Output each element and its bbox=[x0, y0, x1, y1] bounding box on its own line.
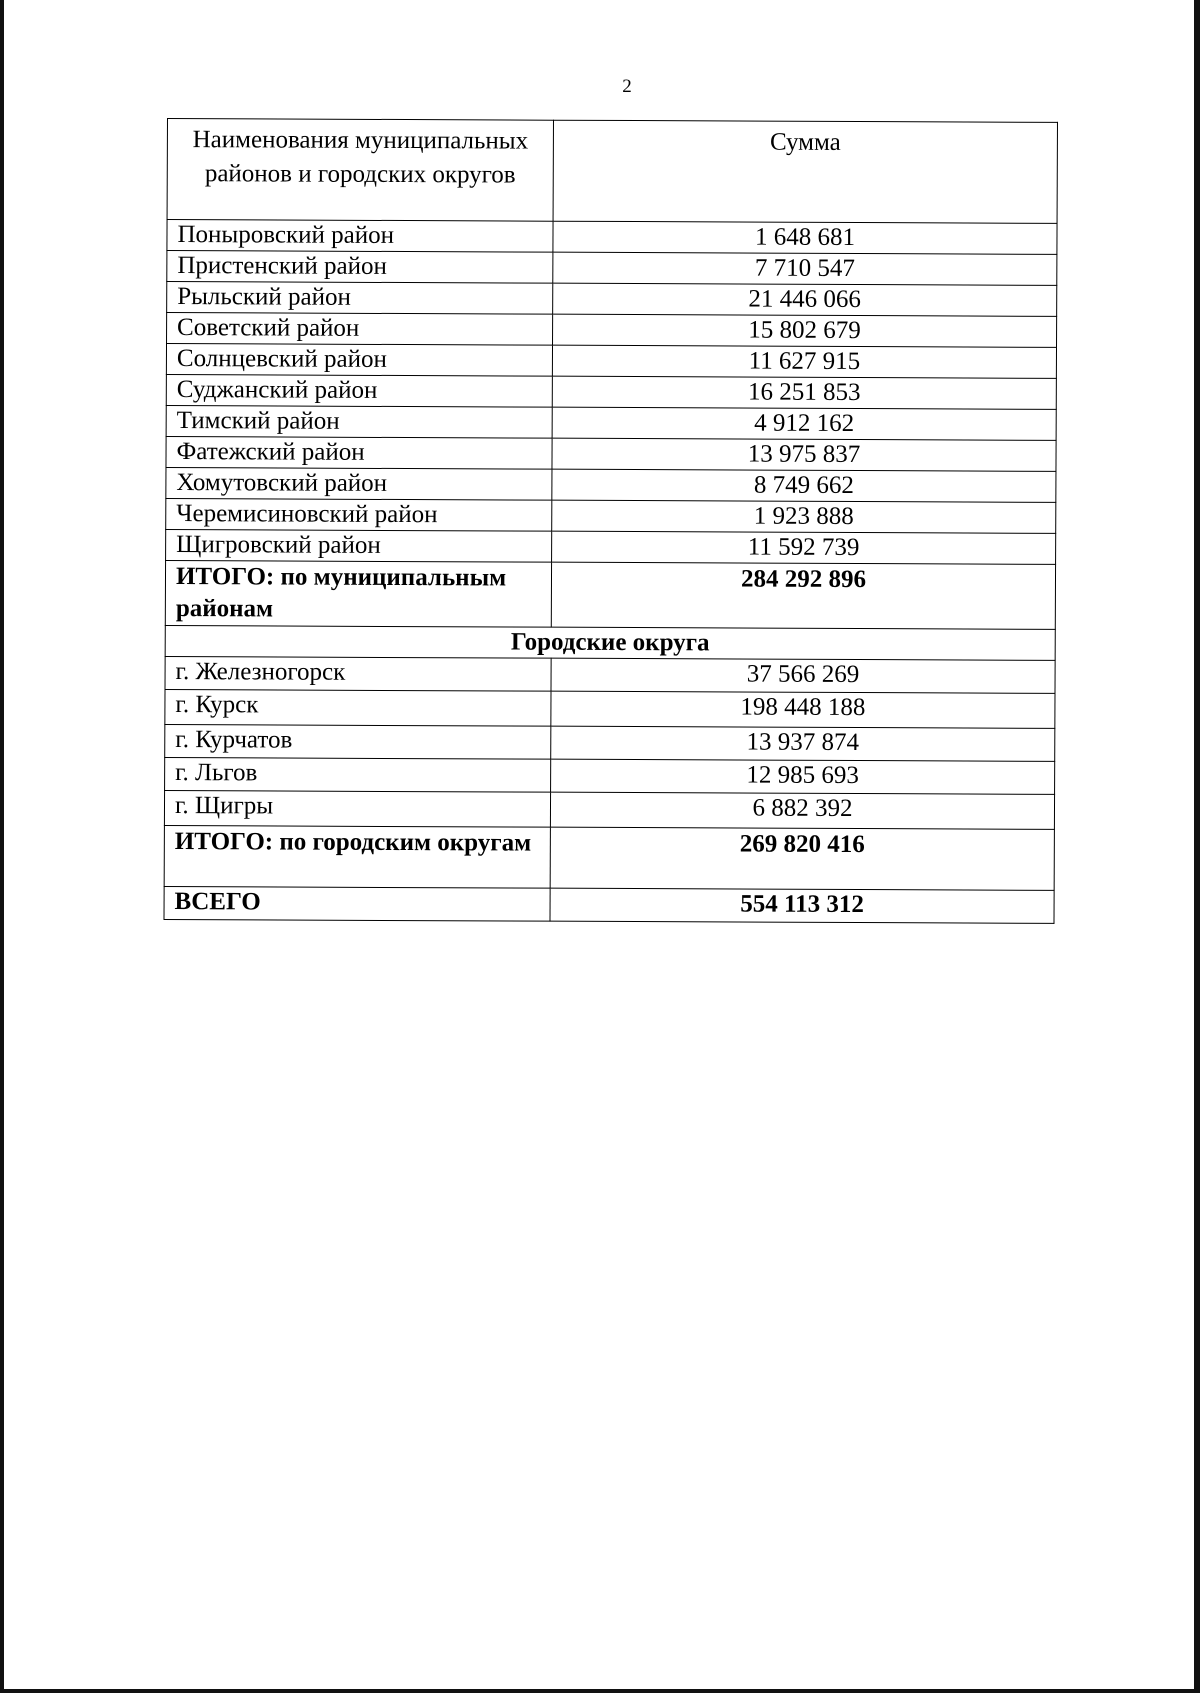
city-sum: 13 937 874 bbox=[551, 726, 1055, 761]
table-row bbox=[165, 724, 1055, 761]
table-row bbox=[165, 689, 1055, 728]
cities-total-row bbox=[164, 825, 1054, 890]
table-row bbox=[165, 757, 1055, 794]
district-name: Советский район bbox=[167, 313, 553, 346]
district-name: Суджанский район bbox=[166, 374, 552, 407]
district-name: Щигровский район bbox=[166, 529, 552, 562]
district-name: Фатежский район bbox=[166, 436, 552, 469]
district-sum: 16 251 853 bbox=[552, 376, 1056, 409]
city-sum: 37 566 269 bbox=[551, 658, 1055, 693]
district-sum: 21 446 066 bbox=[553, 283, 1057, 316]
district-name: Тимский район bbox=[166, 405, 552, 438]
table-row bbox=[166, 529, 1056, 564]
section-title: Городские округа bbox=[165, 625, 1055, 660]
table-row bbox=[166, 374, 1056, 409]
table-row bbox=[166, 436, 1056, 471]
district-sum: 8 749 662 bbox=[552, 469, 1056, 502]
header-name-cell: Наименования муниципальных районов и городских округов bbox=[167, 119, 553, 222]
table-row bbox=[167, 282, 1057, 317]
table-row bbox=[166, 405, 1056, 440]
table-header-row bbox=[167, 119, 1057, 224]
table-row bbox=[167, 251, 1057, 286]
city-sum: 198 448 188 bbox=[551, 691, 1055, 728]
district-sum: 1 648 681 bbox=[553, 221, 1057, 254]
grand-total-row bbox=[164, 886, 1054, 923]
allocation-table bbox=[164, 118, 1058, 924]
city-name: г. Железногорск bbox=[165, 656, 551, 691]
section-header-row bbox=[165, 625, 1055, 660]
city-name: г. Курчатов bbox=[165, 724, 551, 759]
table-row bbox=[164, 790, 1054, 829]
districts-total-sum: 284 292 896 bbox=[551, 562, 1055, 629]
district-name: Пристенский район bbox=[167, 251, 553, 284]
city-name: г. Курск bbox=[165, 689, 551, 726]
district-name: Хомутовский район bbox=[166, 467, 552, 500]
district-sum: 15 802 679 bbox=[553, 314, 1057, 347]
table-row bbox=[166, 467, 1056, 502]
page-number: 2 bbox=[622, 76, 632, 97]
table-row bbox=[165, 656, 1055, 693]
table-row bbox=[166, 498, 1056, 533]
district-sum: 4 912 162 bbox=[552, 407, 1056, 440]
district-name: Поныровский район bbox=[167, 220, 553, 253]
district-name: Черемисиновский район bbox=[166, 498, 552, 531]
district-name: Солнцевский район bbox=[166, 344, 552, 377]
table-row bbox=[167, 313, 1057, 348]
districts-total-row bbox=[165, 560, 1055, 629]
cities-total-sum: 269 820 416 bbox=[550, 827, 1054, 890]
district-name: Рыльский район bbox=[167, 282, 553, 315]
city-sum: 12 985 693 bbox=[551, 759, 1055, 794]
district-sum: 11 592 739 bbox=[552, 531, 1056, 564]
district-sum: 7 710 547 bbox=[553, 252, 1057, 285]
table-row bbox=[166, 344, 1056, 379]
city-sum: 6 882 392 bbox=[550, 792, 1054, 829]
cities-total-label: ИТОГО: по городским округам bbox=[164, 825, 550, 888]
district-sum: 13 975 837 bbox=[552, 438, 1056, 471]
city-name: г. Льгов bbox=[165, 757, 551, 792]
district-sum: 1 923 888 bbox=[552, 500, 1056, 533]
header-sum-cell: Сумма bbox=[553, 120, 1057, 223]
districts-total-label: ИТОГО: по муниципальным районам bbox=[165, 560, 551, 627]
grand-total-sum: 554 113 312 bbox=[550, 888, 1054, 923]
district-sum: 11 627 915 bbox=[552, 345, 1056, 378]
table-row bbox=[167, 220, 1057, 255]
grand-total-label: ВСЕГО bbox=[164, 886, 550, 921]
city-name: г. Щигры bbox=[164, 790, 550, 827]
